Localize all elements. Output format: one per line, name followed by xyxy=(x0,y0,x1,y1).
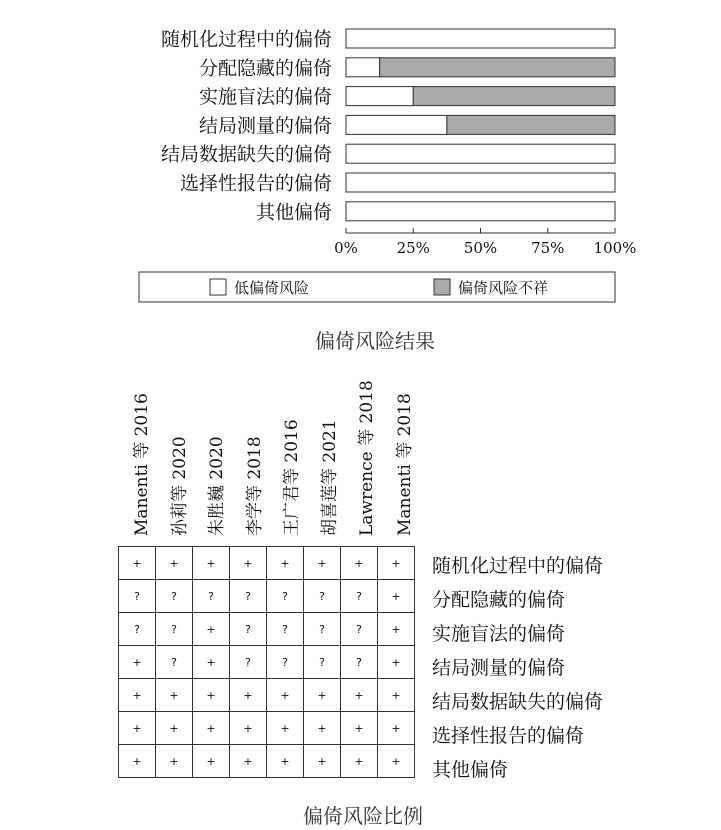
risk-grid xyxy=(118,546,415,778)
risk-cell: ? xyxy=(304,613,341,646)
risk-cell: ? xyxy=(119,580,156,613)
bar-segment xyxy=(346,29,615,48)
risk-cell: + xyxy=(378,679,415,712)
x-tick-label: 100% xyxy=(593,239,637,257)
x-tick-label: 75% xyxy=(531,239,565,257)
risk-cell: + xyxy=(378,580,415,613)
risk-cell: + xyxy=(378,613,415,646)
risk-cell: + xyxy=(341,547,378,580)
legend-swatch xyxy=(434,279,450,295)
category-label: 选择性报告的偏倚 xyxy=(179,172,332,195)
row-label: 实施盲法的偏倚 xyxy=(432,623,566,645)
row-label: 分配隐藏的偏倚 xyxy=(432,589,566,611)
risk-cell: + xyxy=(119,679,156,712)
risk-cell: ? xyxy=(119,613,156,646)
study-header: Manenti 等 2018 xyxy=(394,393,415,536)
risk-cell: + xyxy=(378,712,415,745)
legend-swatch xyxy=(210,279,226,295)
study-header: 胡喜莲等 2021 xyxy=(319,419,340,536)
risk-cell: + xyxy=(193,745,230,778)
risk-cell: + xyxy=(378,547,415,580)
study-header: Manenti 等 2016 xyxy=(132,393,152,536)
category-label: 结局数据缺失的偏倚 xyxy=(160,143,332,166)
category-label: 其他偏倚 xyxy=(255,201,332,224)
risk-bar-chart xyxy=(0,0,721,360)
study-header: 李学等 2018 xyxy=(244,436,265,536)
risk-cell: + xyxy=(267,745,304,778)
risk-cell: + xyxy=(193,712,230,745)
row-label: 选择性报告的偏倚 xyxy=(432,725,585,747)
risk-cell: + xyxy=(304,745,341,778)
bar-segment xyxy=(346,173,615,192)
risk-cell: ? xyxy=(267,646,304,679)
risk-cell: ? xyxy=(304,646,341,679)
risk-cell: ? xyxy=(156,646,193,679)
bar-segment xyxy=(346,58,380,77)
risk-cell: + xyxy=(119,547,156,580)
risk-cell: ? xyxy=(267,613,304,646)
row-label: 其他偏倚 xyxy=(432,759,509,781)
table-row xyxy=(119,745,415,778)
bar-segment xyxy=(346,87,413,106)
risk-cell: + xyxy=(193,613,230,646)
table-row xyxy=(119,613,415,646)
risk-cell: ? xyxy=(156,580,193,613)
risk-cell: + xyxy=(341,712,378,745)
risk-cell: + xyxy=(304,712,341,745)
risk-cell: + xyxy=(230,745,267,778)
risk-cell: + xyxy=(156,679,193,712)
table-row xyxy=(119,712,415,745)
bar-segment xyxy=(413,87,615,106)
risk-cell: ? xyxy=(156,613,193,646)
category-label: 实施盲法的偏倚 xyxy=(198,86,332,109)
risk-cell: ? xyxy=(341,580,378,613)
risk-cell: ? xyxy=(267,580,304,613)
risk-cell: + xyxy=(267,547,304,580)
study-header: 孙莉等 2020 xyxy=(169,436,190,536)
risk-cell: ? xyxy=(230,580,267,613)
risk-cell: ? xyxy=(230,613,267,646)
risk-cell: ? xyxy=(341,613,378,646)
category-label: 结局测量的偏倚 xyxy=(198,114,332,137)
row-label: 结局数据缺失的偏倚 xyxy=(432,691,604,713)
bar-segment xyxy=(447,115,615,134)
risk-cell: + xyxy=(193,646,230,679)
risk-cell: + xyxy=(156,745,193,778)
study-header: 朱胜巍 2020 xyxy=(207,436,227,536)
risk-cell: + xyxy=(304,679,341,712)
category-label: 分配隐藏的偏倚 xyxy=(198,57,332,80)
risk-cell: + xyxy=(267,712,304,745)
table-row xyxy=(119,646,415,679)
risk-cell: + xyxy=(230,712,267,745)
row-label: 结局测量的偏倚 xyxy=(432,657,566,679)
risk-cell: + xyxy=(341,745,378,778)
risk-cell: + xyxy=(304,547,341,580)
study-header: Lawrence 等 2018 xyxy=(357,380,377,536)
risk-cell: + xyxy=(119,646,156,679)
risk-cell: + xyxy=(119,712,156,745)
risk-cell: ? xyxy=(341,646,378,679)
x-tick-label: 50% xyxy=(463,239,498,257)
bottom-caption: 偏倚风险比例 xyxy=(303,804,423,828)
legend-label: 低偏倚风险 xyxy=(234,279,310,297)
risk-cell: + xyxy=(156,712,193,745)
risk-cell: + xyxy=(378,745,415,778)
risk-cell: + xyxy=(267,679,304,712)
study-header: 王广君等 2016 xyxy=(282,419,302,536)
risk-cell: + xyxy=(230,679,267,712)
bar-segment xyxy=(380,58,615,77)
bar-segment xyxy=(346,202,615,221)
risk-cell: ? xyxy=(230,646,267,679)
bar-segment xyxy=(346,144,615,163)
risk-cell: ? xyxy=(193,580,230,613)
risk-cell: + xyxy=(230,547,267,580)
x-tick-label: 0% xyxy=(334,239,358,257)
table-row xyxy=(119,679,415,712)
risk-cell: + xyxy=(378,646,415,679)
table-row xyxy=(119,580,415,613)
risk-cell: + xyxy=(156,547,193,580)
table-row xyxy=(119,547,415,580)
risk-cell: ? xyxy=(304,580,341,613)
row-label: 随机化过程中的偏倚 xyxy=(432,555,604,577)
risk-cell: + xyxy=(193,679,230,712)
risk-cell: + xyxy=(341,679,378,712)
category-label: 随机化过程中的偏倚 xyxy=(160,28,332,51)
risk-table-section xyxy=(0,360,721,830)
top-caption: 偏倚风险结果 xyxy=(315,329,435,353)
legend-label: 偏倚风险不祥 xyxy=(458,279,549,297)
risk-cell: + xyxy=(119,745,156,778)
x-tick-label: 25% xyxy=(396,239,430,257)
risk-cell: + xyxy=(193,547,230,580)
bar-segment xyxy=(346,115,447,134)
